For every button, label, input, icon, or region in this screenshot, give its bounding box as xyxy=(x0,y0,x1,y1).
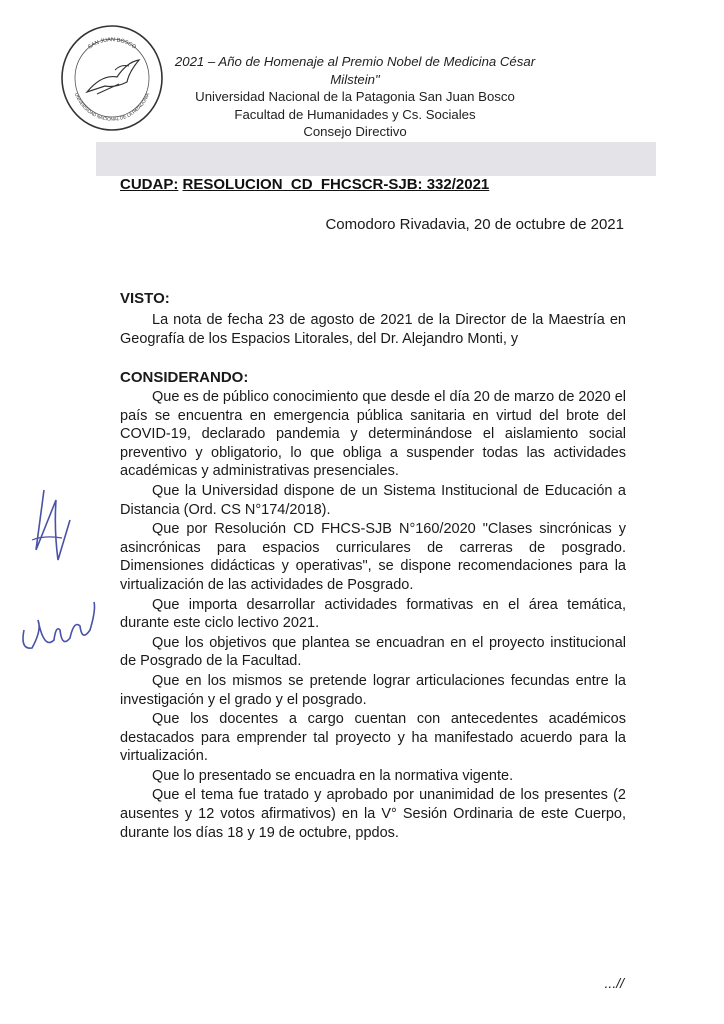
year-motto: 2021 – Año de Homenaje al Premio Nobel de Medicina César Milstein" xyxy=(174,54,536,87)
resolution-code: RESOLUCION_CD_FHCSCR-SJB: 332/2021 xyxy=(182,176,490,193)
faculty-name: Facultad de Humanidades y Cs. Sociales xyxy=(234,106,476,122)
considerando-paragraph: Que en los mismos se pretende lograr articulaciones fecundas entre la investigación y el grado y el posgrado. xyxy=(120,672,626,708)
university-name: Universidad Nacional de la Patagonia San Juan Bosco xyxy=(195,89,515,104)
considerando-paragraph: Que los docentes a cargo cuentan con antecedentes académicos destacados para emprender tal proyecto y ha manifestado acuerdo para la virtualización. xyxy=(120,711,626,765)
considerando-paragraph: Que el tema fue tratado y aprobado por unanimidad de los presentes (2 ausentes y 12 votos afirmativos) en la V° Sesión Ordinaria de este Cuerpo, durante los días 18 y 19 de octubre, ppdos. xyxy=(120,787,626,841)
cudap-label: CUDAP: xyxy=(120,176,179,193)
letterhead xyxy=(150,53,560,141)
visto-paragraph: La nota de fecha 23 de agosto de 2021 de la Director de la Maestría en Geografía de los Espacios Litorales, del Dr. Alejandro Monti, y xyxy=(120,312,626,347)
considerando-paragraph: Que la Universidad dispone de un Sistema Institucional de Educación a Distancia (Ord. CS N°174/2018). xyxy=(120,482,626,518)
considerando-paragraph: Que lo presentado se encuadra en la normativa vigente. xyxy=(152,767,514,784)
considerando-heading: CONSIDERANDO: xyxy=(120,369,249,386)
document-date: Comodoro Rivadavia, 20 de octubre de 2021 xyxy=(325,216,624,233)
considerando-paragraph: Que es de público conocimiento que desde el día 20 de marzo de 2020 el país se encuentra en emergencia pública sanitaria en virtud del brote del COVID-19, declarado pandemia y determinándose el aislamiento social preventivo y obligatorio, lo que obliga a suspender todas las actividades académicas y administrativas presenciales. xyxy=(120,389,626,480)
continuation-mark: ...// xyxy=(604,975,624,991)
header-band xyxy=(96,142,656,176)
considerando-paragraph: Que por Resolución CD FHCS-SJB N°160/2020 "Clases sincrónicas y asincrónicas para espacios curriculares de carreras de posgrado. Dimensiones didácticas y operativas", se dispone recomendaciones para la virtualización de las actividades de Posgrado. xyxy=(120,521,626,593)
considerando-body xyxy=(120,388,626,843)
considerando-paragraph: Que los objetivos que plantea se encuadran en el proyecto institucional de Posgrado de la Facultad. xyxy=(120,634,626,670)
council-name: Consejo Directivo xyxy=(303,124,407,139)
seal-text-top: SAN JUAN BOSCO xyxy=(87,37,137,51)
handwritten-initials xyxy=(14,480,114,680)
visto-heading: VISTO: xyxy=(120,290,170,307)
considerando-paragraph: Que importa desarrollar actividades formativas en el área temática, durante este ciclo lectivo 2021. xyxy=(120,596,626,632)
seal-text-bottom: UNIVERSIDAD NACIONAL DE LA PATAGONIA xyxy=(73,92,151,122)
resolution-number xyxy=(120,176,489,193)
